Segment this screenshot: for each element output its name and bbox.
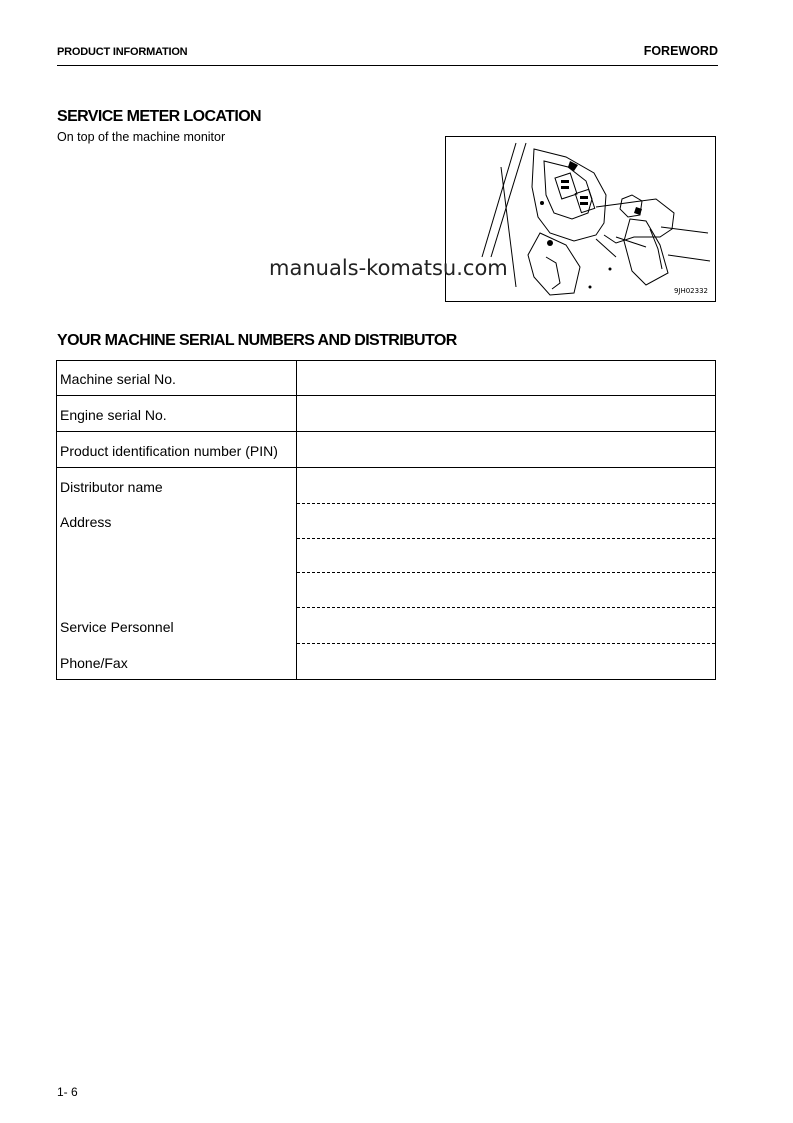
row-divider: [57, 431, 715, 432]
dashed-entry-line: [297, 503, 715, 504]
serial-numbers-heading: YOUR MACHINE SERIAL NUMBERS AND DISTRIBUTOR: [57, 332, 457, 349]
dashed-entry-line: [297, 643, 715, 644]
header-rule: [57, 65, 718, 66]
dashed-entry-line: [297, 607, 715, 608]
dashed-entry-line: [297, 538, 715, 539]
engine-serial-label: Engine serial No.: [60, 407, 167, 423]
row-divider: [57, 395, 715, 396]
pin-label: Product identification number (PIN): [60, 443, 278, 459]
service-personnel-label: Service Personnel: [60, 619, 174, 635]
header-section-title: PRODUCT INFORMATION: [57, 46, 188, 58]
distributor-name-label: Distributor name: [60, 479, 163, 495]
table-column-divider: [296, 361, 297, 679]
machine-serial-label: Machine serial No.: [60, 371, 176, 387]
watermark-text: manuals-komatsu.com: [269, 256, 508, 280]
service-meter-heading: SERVICE METER LOCATION: [57, 108, 262, 125]
header-chapter-title: FOREWORD: [643, 44, 718, 58]
address-label: Address: [60, 514, 112, 530]
phone-fax-label: Phone/Fax: [60, 655, 128, 671]
figure-code: 9JH02332: [673, 287, 708, 295]
row-divider: [57, 467, 715, 468]
service-meter-description: On top of the machine monitor: [57, 130, 226, 144]
page-number: 1- 6: [57, 1085, 78, 1099]
dashed-entry-line: [297, 572, 715, 573]
serial-numbers-table: [56, 360, 716, 680]
